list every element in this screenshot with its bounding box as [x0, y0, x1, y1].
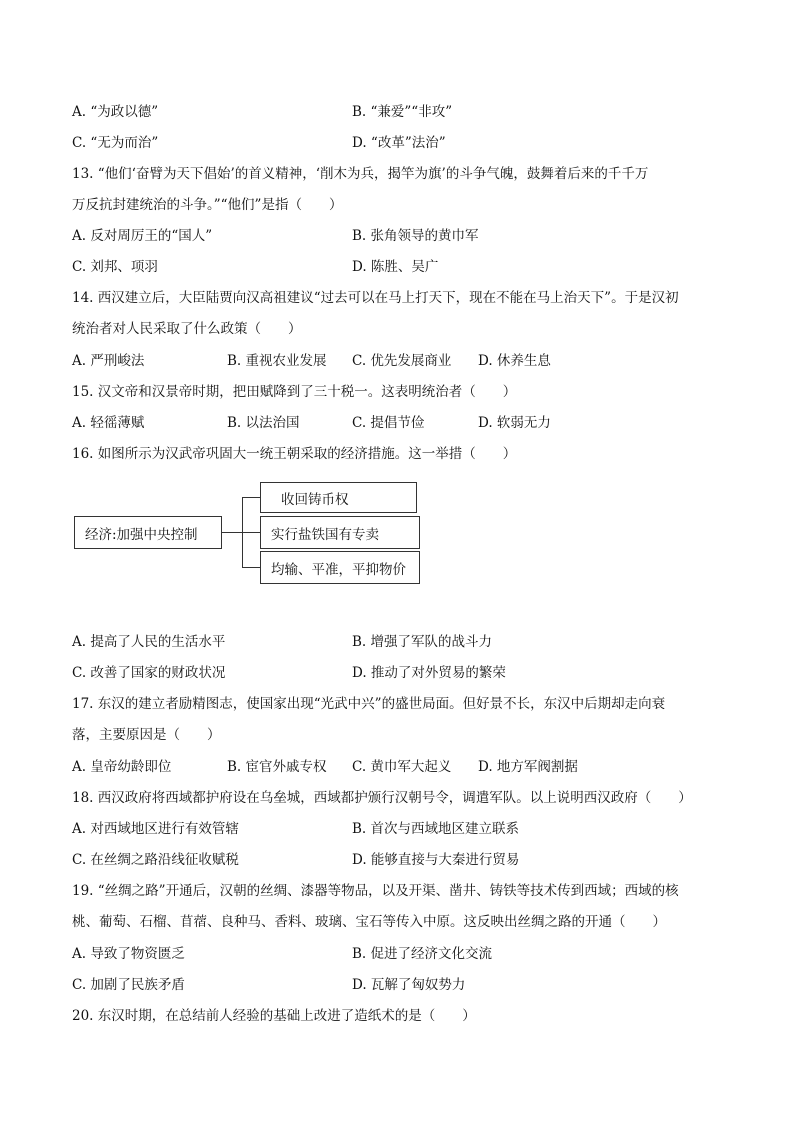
q13-stem-line1: 13. “他们‘奋臂为天下倡始’的首义精神，‘削木为兵，揭竿为旗’的斗争气魄，鼓舞着后来的千千万 — [72, 166, 649, 182]
diagram-branch-box-3: 均输、平准，平抑物价 — [260, 551, 420, 584]
q18-stem: 18. 西汉政府将西域都护府设在乌垒城，西域都护颁行汉朝号令，调遣军队。以上说明西汉政府（ ） — [72, 790, 692, 806]
q17-option-c: C. 黄巾军大起义 — [352, 759, 452, 775]
q18-option-b: B. 首次与西域地区建立联系 — [352, 821, 520, 837]
q17-option-a: A. 皇帝幼龄即位 — [72, 759, 172, 775]
q19-option-a: A. 导致了物资匮乏 — [72, 946, 185, 962]
q19-option-c: C. 加剧了民族矛盾 — [72, 977, 185, 993]
q17-option-d: D. 地方军阀割据 — [478, 759, 578, 775]
connector-branch-3 — [242, 567, 260, 568]
q15-option-a: A. 轻徭薄赋 — [72, 415, 145, 431]
q13-option-b: B. 张角领导的黄巾军 — [352, 228, 479, 244]
q13-option-a: A. 反对周厉王的“国人” — [72, 228, 213, 244]
q13-stem-line2: 万反抗封建统治的斗争。”“他们”是指（ ） — [72, 197, 343, 213]
q15-option-d: D. 软弱无力 — [478, 415, 551, 431]
q14-stem-line2: 统治者对人民采取了什么政策（ ） — [72, 321, 302, 337]
q14-option-c: C. 优先发展商业 — [352, 353, 452, 369]
q19-option-d: D. 瓦解了匈奴势力 — [352, 977, 466, 993]
q19-option-b: B. 促进了经济文化交流 — [352, 946, 493, 962]
q15-option-b: B. 以法治国 — [227, 415, 300, 431]
q13-option-d: D. 陈胜、吴广 — [352, 259, 439, 275]
q17-stem-line2: 落，主要原因是（ ） — [72, 727, 221, 743]
q15-stem: 15. 汉文帝和汉景帝时期，把田赋降到了三十税一。这表明统治者（ ） — [72, 384, 517, 400]
q18-option-c: C. 在丝绸之路沿线征收赋税 — [72, 852, 239, 868]
q14-stem-line1: 14. 西汉建立后，大臣陆贾向汉高祖建议“过去可以在马上打天下，现在不能在马上治天下”。于是汉初 — [72, 290, 679, 306]
q16-option-b: B. 增强了军队的战斗力 — [352, 634, 493, 650]
q20-stem: 20. 东汉时期，在总结前人经验的基础上改进了造纸术的是（ ） — [72, 1008, 476, 1024]
q13-option-c: C. 刘邦、项羽 — [72, 259, 158, 275]
q12-option-a: A. “为政以德” — [72, 104, 159, 120]
q16-option-c: C. 改善了国家的财政状况 — [72, 665, 226, 681]
q14-option-b: B. 重视农业发展 — [227, 353, 327, 369]
connector-branch-2 — [242, 532, 260, 533]
diagram-branch-box-2: 实行盐铁国有专卖 — [260, 516, 420, 549]
q16-option-d: D. 推动了对外贸易的繁荣 — [352, 665, 506, 681]
q16-option-a: A. 提高了人民的生活水平 — [72, 634, 226, 650]
q15-option-c: C. 提倡节俭 — [352, 415, 425, 431]
q12-option-c: C. “无为而治” — [72, 135, 159, 151]
q19-stem-line1: 19. “丝绸之路”开通后，汉朝的丝绸、漆器等物品，以及开渠、凿井、铸铁等技术传到西域；西域的核 — [72, 883, 679, 899]
diagram-branch-box-1: 收回铸币权 — [260, 482, 417, 513]
q17-stem-line1: 17. 东汉的建立者励精图志，使国家出现“光武中兴”的盛世局面。但好景不长，东汉中后期却走向衰 — [72, 696, 666, 712]
q14-option-a: A. 严刑峻法 — [72, 353, 145, 369]
diagram-main-box: 经济:加强中央控制 — [74, 516, 222, 549]
q18-option-d: D. 能够直接与大秦进行贸易 — [352, 852, 520, 868]
q18-option-a: A. 对西域地区进行有效管辖 — [72, 821, 239, 837]
q12-option-d: D. “改革”法治” — [352, 135, 446, 151]
q12-option-b: B. “兼爱”“非攻” — [352, 104, 453, 120]
q17-option-b: B. 宦官外戚专权 — [227, 759, 327, 775]
q16-stem: 16. 如图所示为汉武帝巩固大一统王朝采取的经济措施。这一举措（ ） — [72, 446, 517, 462]
connector-branch-1 — [242, 497, 260, 498]
connector-main — [222, 532, 242, 533]
q16-diagram — [72, 478, 432, 588]
q19-stem-line2: 桃、葡萄、石榴、苜蓿、良种马、香料、玻璃、宝石等传入中原。这反映出丝绸之路的开通（ ） — [72, 914, 666, 930]
q14-option-d: D. 休养生息 — [478, 353, 551, 369]
